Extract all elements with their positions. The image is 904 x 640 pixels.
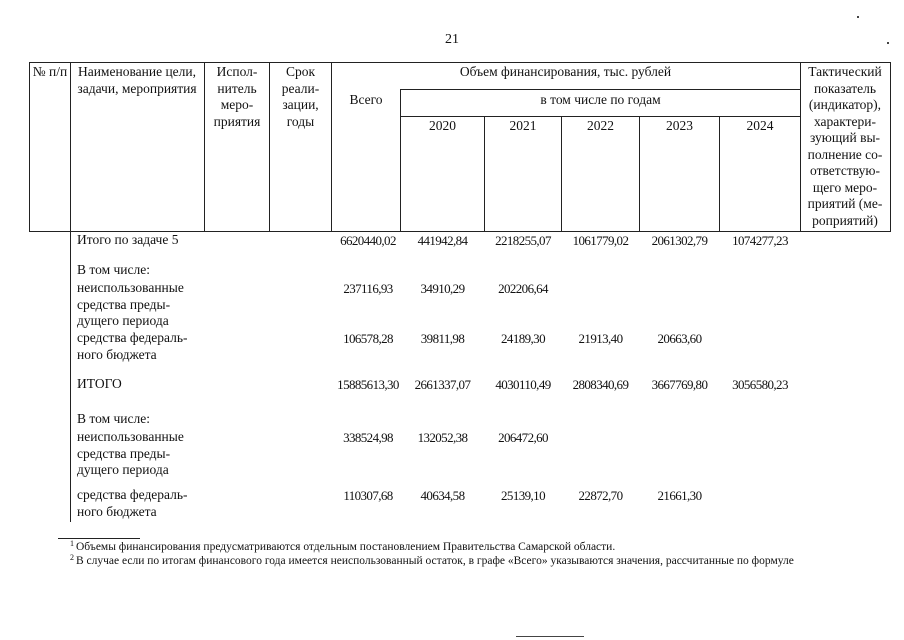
cell-2022: 2808340,69 — [572, 377, 629, 392]
scan-speck — [857, 16, 859, 18]
header-year-2021: 2021 — [509, 118, 537, 133]
scan-speck — [887, 42, 889, 44]
header-period: Срок реали-зации, годы — [281, 64, 320, 129]
cell-total: 110307,68 — [343, 488, 393, 503]
scan-speck — [516, 636, 584, 637]
row-label-including: В том числе: — [77, 411, 150, 426]
row-label-unused-funds: неиспользованные средства преды-дущего периода — [77, 429, 184, 477]
row-label-federal-budget: средства федераль-ного бюджета — [77, 330, 188, 362]
cell-2020: 441942,84 — [417, 233, 468, 248]
cell-2022: 1061779,02 — [572, 233, 629, 248]
cell-2020: 40634,58 — [420, 488, 465, 503]
cell-2022: 21913,40 — [578, 331, 623, 346]
cell-2020: 132052,38 — [417, 430, 468, 445]
header-indicator: Тактический показатель (индикатор), характери-зующий вы-полнение со-ответствую-щего меро-приятий (ме-роприятий) — [807, 64, 883, 228]
header-total: Всего — [349, 92, 383, 107]
cell-total: 338524,98 — [343, 430, 393, 445]
page-number: 21 — [445, 32, 459, 47]
cell-total: 106578,28 — [343, 331, 393, 346]
cell-2021: 25139,10 — [501, 488, 545, 503]
header-by-years: в том числе по годам — [540, 92, 661, 107]
cell-2020: 34910,29 — [420, 281, 465, 296]
header-year-2023: 2023 — [666, 118, 693, 133]
cell-2021: 24189,30 — [501, 331, 545, 346]
cell-2020: 39811,98 — [420, 331, 465, 346]
cell-2023: 21661,30 — [657, 488, 702, 503]
cell-2023: 20663,60 — [657, 331, 702, 346]
header-year-2022: 2022 — [587, 118, 614, 133]
row-label-federal-budget: средства федераль-ного бюджета — [77, 487, 188, 519]
cell-2022: 22872,70 — [578, 488, 623, 503]
row-label-unused-funds: неиспользованные средства преды-дущего периода — [77, 280, 184, 328]
footnote-2: $^2$ В случае если по итогам финансового года имеется неиспользованный остаток, в графе «Всего» указываются значения, рассчитанные по формуле — [70, 553, 794, 567]
cell-2020: 2661337,07 — [414, 377, 471, 392]
cell-total: 15885613,30 — [337, 377, 399, 392]
header-name: Наименование цели, задачи, мероприятия — [77, 64, 197, 96]
header-year-2020: 2020 — [429, 118, 456, 133]
cell-2023: 3667769,80 — [651, 377, 708, 392]
header-financing: Объем финансирования, тыс. рублей — [459, 64, 672, 79]
footnote-1: $^1$ Объемы финансирования предусматриваются отдельным постановлением Правительства Самарской области. — [70, 539, 616, 553]
cell-2021: 4030110,49 — [495, 377, 551, 392]
row-label-task5-total: Итого по задаче 5 — [77, 232, 179, 247]
header-num: № п/п — [32, 64, 68, 79]
cell-total: 237116,93 — [343, 281, 393, 296]
cell-2021: 206472,60 — [498, 430, 548, 445]
cell-2023: 2061302,79 — [651, 233, 708, 248]
cell-2024: 3056580,23 — [732, 377, 788, 392]
cell-2021: 202206,64 — [498, 281, 548, 296]
cell-2021: 2218255,07 — [495, 233, 551, 248]
cell-total: 6620440,02 — [340, 233, 396, 248]
header-year-2024: 2024 — [746, 118, 774, 133]
cell-2024: 1074277,23 — [732, 233, 788, 248]
row-label-grand-total: ИТОГО — [77, 376, 122, 391]
header-executor: Испол-нитель меро-приятия — [213, 64, 261, 129]
row-label-including: В том числе: — [77, 262, 150, 277]
